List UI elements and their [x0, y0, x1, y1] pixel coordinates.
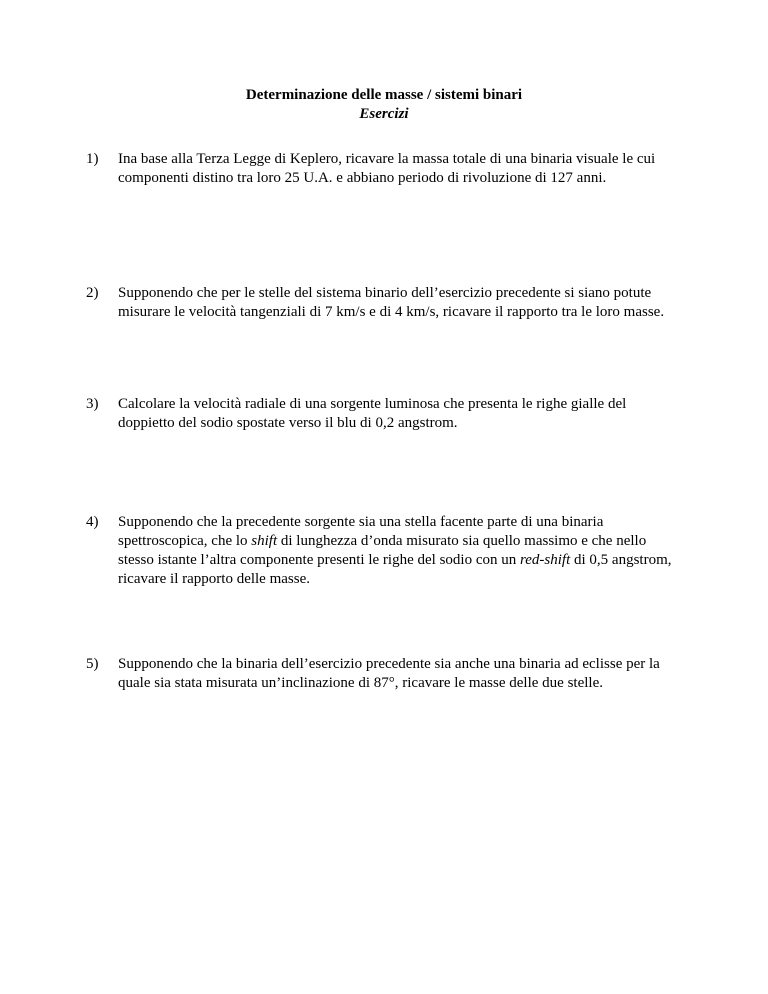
exercise-text — [118, 655, 698, 693]
title-block — [0, 86, 768, 124]
exercise-number: 5) — [86, 656, 99, 672]
exercise-line: Ina base alla Terza Legge di Keplero, ricavare la massa totale di una binaria visuale le cui — [118, 151, 656, 167]
exercise-text — [118, 513, 698, 589]
exercise-line: Calcolare la velocità radiale di una sorgente luminosa che presenta le righe gialle del — [118, 396, 627, 412]
text-run: di 0,5 angstrom, — [570, 552, 672, 568]
text-run: di lunghezza d’onda misurato sia quello massimo e che nello — [277, 533, 647, 549]
exercise-line: Supponendo che la precedente sorgente sia una stella facente parte di una binaria — [118, 514, 604, 530]
exercise-line: Supponendo che per le stelle del sistema binario dell’esercizio precedente si siano potute — [118, 285, 652, 301]
exercise-line: componenti distino tra loro 25 U.A. e abbiano periodo di rivoluzione di 127 anni. — [118, 170, 607, 186]
exercise-line — [118, 532, 698, 551]
exercise-number: 4) — [86, 514, 99, 530]
exercise-line: ricavare il rapporto delle masse. — [118, 571, 310, 587]
text-run: stesso istante l’altra componente presenti le righe del sodio con un — [118, 552, 520, 568]
document-subtitle: Esercizi — [359, 106, 409, 122]
exercise-4 — [86, 513, 698, 589]
text-run: spettroscopica, che lo — [118, 533, 252, 549]
exercise-line: doppietto del sodio spostate verso il blu di 0,2 angstrom. — [118, 415, 458, 431]
exercise-5 — [86, 655, 698, 693]
document-title: Determinazione delle masse / sistemi binari — [245, 87, 523, 103]
exercise-3 — [86, 395, 698, 433]
exercise-text — [118, 284, 698, 322]
italic-term-shift: shift — [251, 533, 278, 549]
exercise-number: 3) — [86, 396, 99, 412]
exercise-number: 1) — [86, 151, 99, 167]
exercise-line: quale sia stata misurata un’inclinazione di 87°, ricavare le masse delle due stelle. — [118, 675, 603, 691]
italic-term-red-shift: red-shift — [519, 552, 571, 568]
exercise-1 — [86, 150, 698, 188]
exercise-text — [118, 395, 698, 433]
exercise-line — [118, 551, 698, 570]
exercise-number: 2) — [86, 285, 99, 301]
exercise-line: Supponendo che la binaria dell’esercizio precedente sia anche una binaria ad eclisse per la — [118, 656, 660, 672]
exercise-text — [118, 150, 698, 188]
exercise-line: misurare le velocità tangenziali di 7 km/s e di 4 km/s, ricavare il rapporto tra le loro masse. — [118, 304, 665, 320]
exercise-2 — [86, 284, 698, 322]
